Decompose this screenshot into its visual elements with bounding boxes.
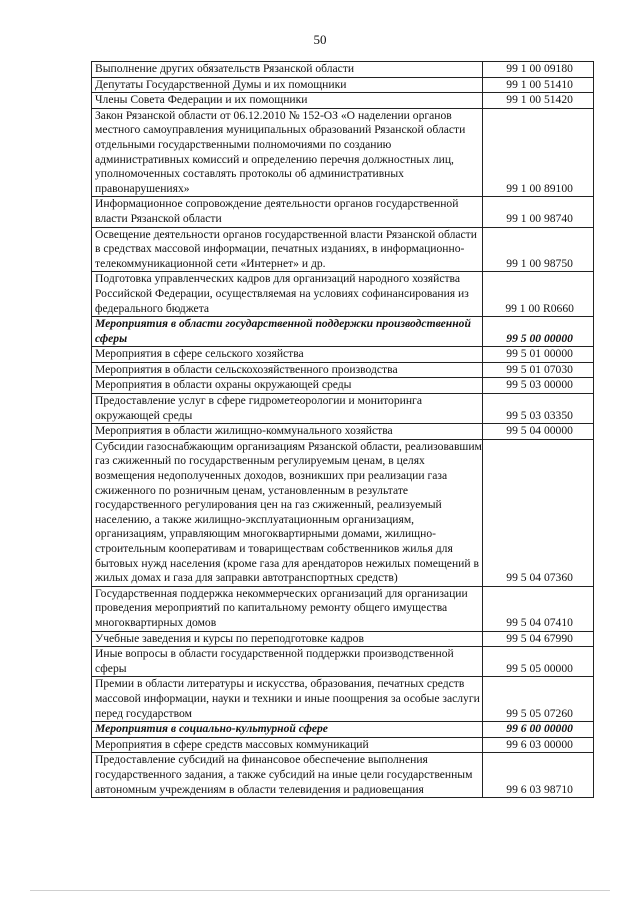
row-code-cell: 99 5 03 00000 (483, 378, 594, 394)
row-name-cell: Государственная поддержка некоммерческих организаций для организации проведения мероприятий по капитальному ремонту общего имущества многоквартирных домов (92, 586, 483, 631)
row-code-cell: 99 6 03 00000 (483, 737, 594, 753)
row-name-cell: Информационное сопровождение деятельности органов государственной власти Рязанской области (92, 197, 483, 227)
table-row (92, 227, 594, 272)
table-row (92, 677, 594, 722)
table-row (92, 439, 594, 586)
table-row (92, 93, 594, 109)
row-name-cell: Выполнение других обязательств Рязанской области (92, 62, 483, 78)
row-code-cell: 99 5 04 00000 (483, 424, 594, 440)
row-code-cell: 99 5 04 07360 (483, 439, 594, 586)
table-body (92, 62, 594, 798)
row-code-cell: 99 5 03 03350 (483, 394, 594, 424)
row-name-cell: Подготовка управленческих кадров для организаций народного хозяйства Российской Федерации, осуществляемая на условиях софинансирования из федерального бюджета (92, 272, 483, 317)
row-name-cell: Предоставление субсидий на финансовое обеспечение выполнения государственного задания, а также субсидий на иные цели государственным автономным учреждениям в области телевидения и радиовещания (92, 753, 483, 798)
row-name-cell: Иные вопросы в области государственной поддержки производственной сферы (92, 647, 483, 677)
row-code-cell: 99 1 00 51420 (483, 93, 594, 109)
table-row (92, 317, 594, 347)
row-code-cell: 99 5 00 00000 (483, 317, 594, 347)
row-name-cell: Депутаты Государственной Думы и их помощники (92, 77, 483, 93)
table-row (92, 378, 594, 394)
row-code-cell: 99 5 05 07260 (483, 677, 594, 722)
table-row (92, 737, 594, 753)
row-code-cell: 99 1 00 98750 (483, 227, 594, 272)
table-row (92, 62, 594, 78)
table-row (92, 753, 594, 798)
row-name-cell: Мероприятия в области охраны окружающей среды (92, 378, 483, 394)
row-code-cell: 99 5 04 67990 (483, 631, 594, 647)
row-code-cell: 99 6 03 98710 (483, 753, 594, 798)
budget-classification-table (91, 61, 594, 798)
row-name-cell: Закон Рязанской области от 06.12.2010 № 152-ОЗ «О наделении органов местного самоуправления муниципальных образований Рязанской области отдельными государственными полномочиями по созданию административных комиссий и определению перечня должностных лиц, уполномоченных составлять протоколы об административных правонарушениях» (92, 108, 483, 197)
row-name-cell: Мероприятия в области сельскохозяйственного производства (92, 362, 483, 378)
table-row (92, 362, 594, 378)
table-row (92, 197, 594, 227)
table-row (92, 586, 594, 631)
row-code-cell: 99 5 01 07030 (483, 362, 594, 378)
row-code-cell: 99 6 00 00000 (483, 722, 594, 738)
table-row (92, 647, 594, 677)
table-row (92, 347, 594, 363)
row-name-cell: Премии в области литературы и искусства, образования, печатных средств массовой информации, науки и техники и иные поощрения за особые заслуги перед государством (92, 677, 483, 722)
row-code-cell: 99 1 00 89100 (483, 108, 594, 197)
row-name-cell: Освещение деятельности органов государственной власти Рязанской области в средствах массовой информации, печатных изданиях, в информационно-телекоммуникационной сети «Интернет» и др. (92, 227, 483, 272)
table-row (92, 631, 594, 647)
row-name-cell: Мероприятия в сфере сельского хозяйства (92, 347, 483, 363)
page-number: 50 (313, 32, 327, 47)
row-name-cell: Мероприятия в сфере средств массовых коммуникаций (92, 737, 483, 753)
table-row (92, 424, 594, 440)
table-row (92, 77, 594, 93)
row-name-cell: Предоставление услуг в сфере гидрометеорологии и мониторинга окружающей среды (92, 394, 483, 424)
row-name-cell: Мероприятия в области жилищно-коммунального хозяйства (92, 424, 483, 440)
row-name-cell: Мероприятия в области государственной поддержки производственной сферы (92, 317, 483, 347)
row-name-cell: Учебные заведения и курсы по переподготовке кадров (92, 631, 483, 647)
row-code-cell: 99 1 00 R0660 (483, 272, 594, 317)
table-row (92, 394, 594, 424)
row-name-cell: Члены Совета Федерации и их помощники (92, 93, 483, 109)
row-code-cell: 99 1 00 51410 (483, 77, 594, 93)
row-code-cell: 99 1 00 98740 (483, 197, 594, 227)
table-row (92, 108, 594, 197)
table-row (92, 722, 594, 738)
row-code-cell: 99 5 05 00000 (483, 647, 594, 677)
table-row (92, 272, 594, 317)
row-code-cell: 99 1 00 09180 (483, 62, 594, 78)
scan-artifact-line (30, 890, 610, 891)
row-name-cell: Субсидии газоснабжающим организациям Рязанской области, реализовавшим газ сжиженный по государственным регулируемым ценам, в целях возмещения недополученных доходов, возникших при реализации газа сжиженного по розничным ценам, установленным в результате государственного регулирования цен на газ сжиженный, реализуемый населению, а также жилищно-эксплуатационным организациям, организациям, управляющим многоквартирными домами, жилищно-строительным кооперативам и товариществам собственников жилья для бытовых нужд населения (кроме газа для арендаторов нежилых помещений в жилых домах и газа для заправки автотранспортных средств) (92, 439, 483, 586)
row-code-cell: 99 5 01 00000 (483, 347, 594, 363)
row-code-cell: 99 5 04 07410 (483, 586, 594, 631)
row-name-cell: Мероприятия в социально-культурной сфере (92, 722, 483, 738)
